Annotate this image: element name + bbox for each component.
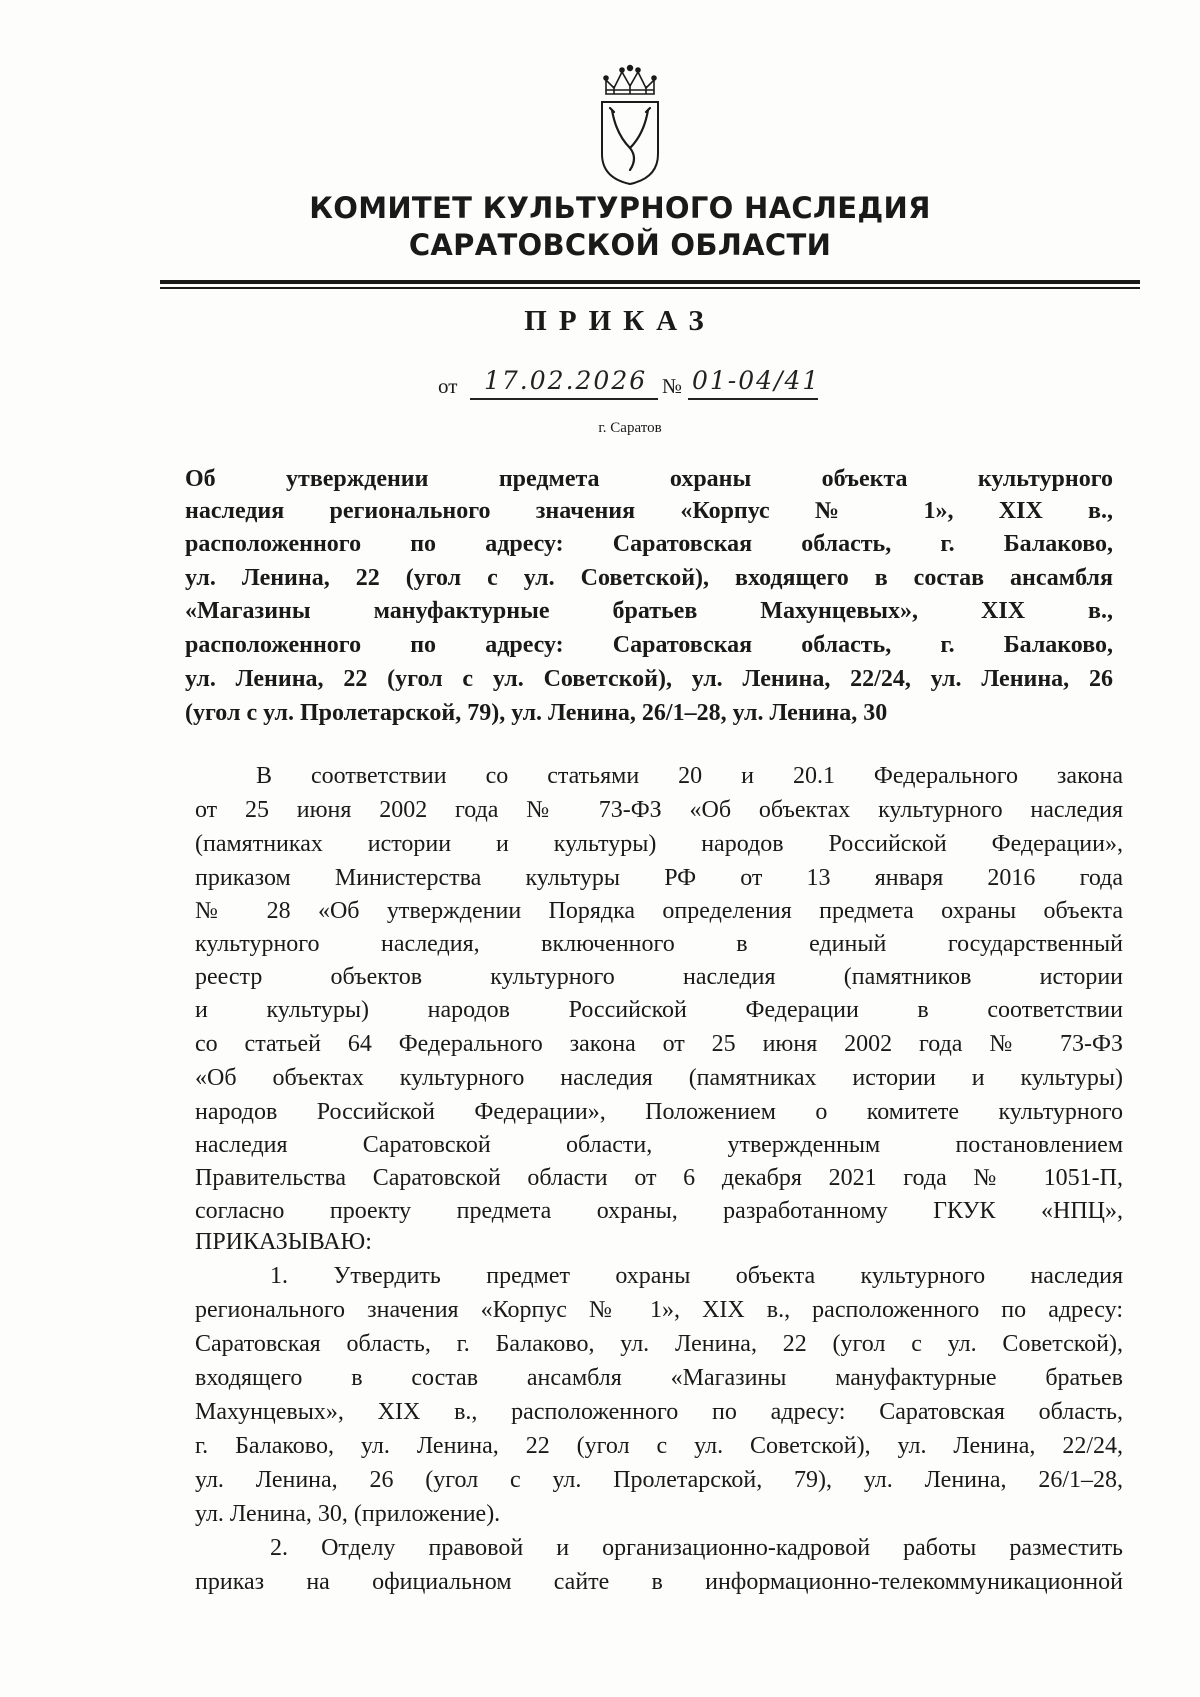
body-line: приказ на официальном сайте в информационно-телекоммуникационной (195, 1569, 1123, 1595)
body-line: согласно проекту предмета охраны, разработанному ГКУК «НПЦ», (195, 1198, 1123, 1224)
title-line: расположенного по адресу: Саратовская область, г. Балаково, (185, 531, 1113, 557)
title-line: ул. Ленина, 22 (угол с ул. Советской), ул. Ленина, 22/24, ул. Ленина, 26 (185, 666, 1113, 692)
org-name-line2: САРАТОВСКОЙ ОБЛАСТИ (408, 228, 832, 262)
number-handwritten: 01-04/41 (692, 366, 821, 395)
date-underline (470, 398, 658, 400)
saratov-coat-of-arms-icon (598, 64, 662, 188)
body-line: В соответствии со статьями 20 и 20.1 Федерального закона (256, 763, 1123, 789)
body-line: приказом Министерства культуры РФ от 13 января 2016 года (195, 865, 1123, 891)
title-line: «Магазины мануфактурные братьев Махунцевых», XIX в., (185, 598, 1113, 624)
body-line: со статьей 64 Федерального закона от 25 июня 2002 года № 73-ФЗ (195, 1031, 1123, 1057)
body-line: (памятниках истории и культуры) народов Российской Федерации», (195, 831, 1123, 857)
body-line: № 28 «Об утверждении Порядка определения предмета охраны объекта (195, 898, 1123, 924)
title-line: (угол с ул. Пролетарской, 79), ул. Ленина, 26/1–28, ул. Ленина, 30 (185, 700, 888, 726)
body-line: культурного наследия, включенного в единый государственный (195, 931, 1123, 957)
city-label: г. Саратов (598, 420, 662, 436)
body-line: Правительства Саратовской области от 6 декабря 2021 года № 1051-П, (195, 1165, 1123, 1191)
body-line: входящего в состав ансамбля «Магазины мануфактурные братьев (195, 1365, 1123, 1391)
body-line: народов Российской Федерации», Положением о комитете культурного (195, 1099, 1123, 1125)
body-line: Саратовская область, г. Балаково, ул. Ленина, 22 (угол с ул. Советской), (195, 1331, 1123, 1357)
body-line: реестр объектов культурного наследия (памятников истории (195, 964, 1123, 990)
body-line: ул. Ленина, 26 (угол с ул. Пролетарской, 79), ул. Ленина, 26/1–28, (195, 1467, 1123, 1493)
title-line: наследия регионального значения «Корпус № 1», XIX в., (185, 498, 1113, 524)
body-line: ул. Ленина, 30, (приложение). (195, 1501, 501, 1527)
date-prefix: от (438, 374, 458, 398)
body-line: и культуры) народов Российской Федерации в соответствии (195, 997, 1123, 1023)
body-line: регионального значения «Корпус № 1», XIX в., расположенного по адресу: (195, 1297, 1123, 1323)
body-line: 1. Утвердить предмет охраны объекта культурного наследия (270, 1263, 1123, 1289)
title-line: Об утверждении предмета охраны объекта культурного (185, 466, 1113, 492)
body-line: от 25 июня 2002 года № 73-ФЗ «Об объектах культурного наследия (195, 797, 1123, 823)
body-line: 2. Отделу правовой и организационно-кадровой работы разместить (270, 1535, 1123, 1561)
body-line: «Об объектах культурного наследия (памятниках истории и культуры) (195, 1065, 1123, 1091)
date-handwritten: 17.02.2026 (484, 366, 648, 395)
number-underline (688, 398, 818, 400)
title-line: ул. Ленина, 22 (угол с ул. Советской), входящего в состав ансамбля (185, 565, 1113, 591)
number-prefix: № (662, 374, 683, 398)
title-line: расположенного по адресу: Саратовская область, г. Балаково, (185, 632, 1113, 658)
header-rule-thick (160, 280, 1140, 284)
body-line: наследия Саратовской области, утвержденным постановлением (195, 1132, 1123, 1158)
org-name-line1: КОМИТЕТ КУЛЬТУРНОГО НАСЛЕДИЯ (309, 191, 931, 225)
body-line: Махунцевых», XIX в., расположенного по адресу: Саратовская область, (195, 1399, 1123, 1425)
doc-type-title: ПРИКАЗ (524, 305, 716, 337)
body-line: ПРИКАЗЫВАЮ: (195, 1229, 372, 1255)
header-rule-thin (160, 287, 1140, 289)
body-line: г. Балаково, ул. Ленина, 22 (угол с ул. Советской), ул. Ленина, 22/24, (195, 1433, 1123, 1459)
